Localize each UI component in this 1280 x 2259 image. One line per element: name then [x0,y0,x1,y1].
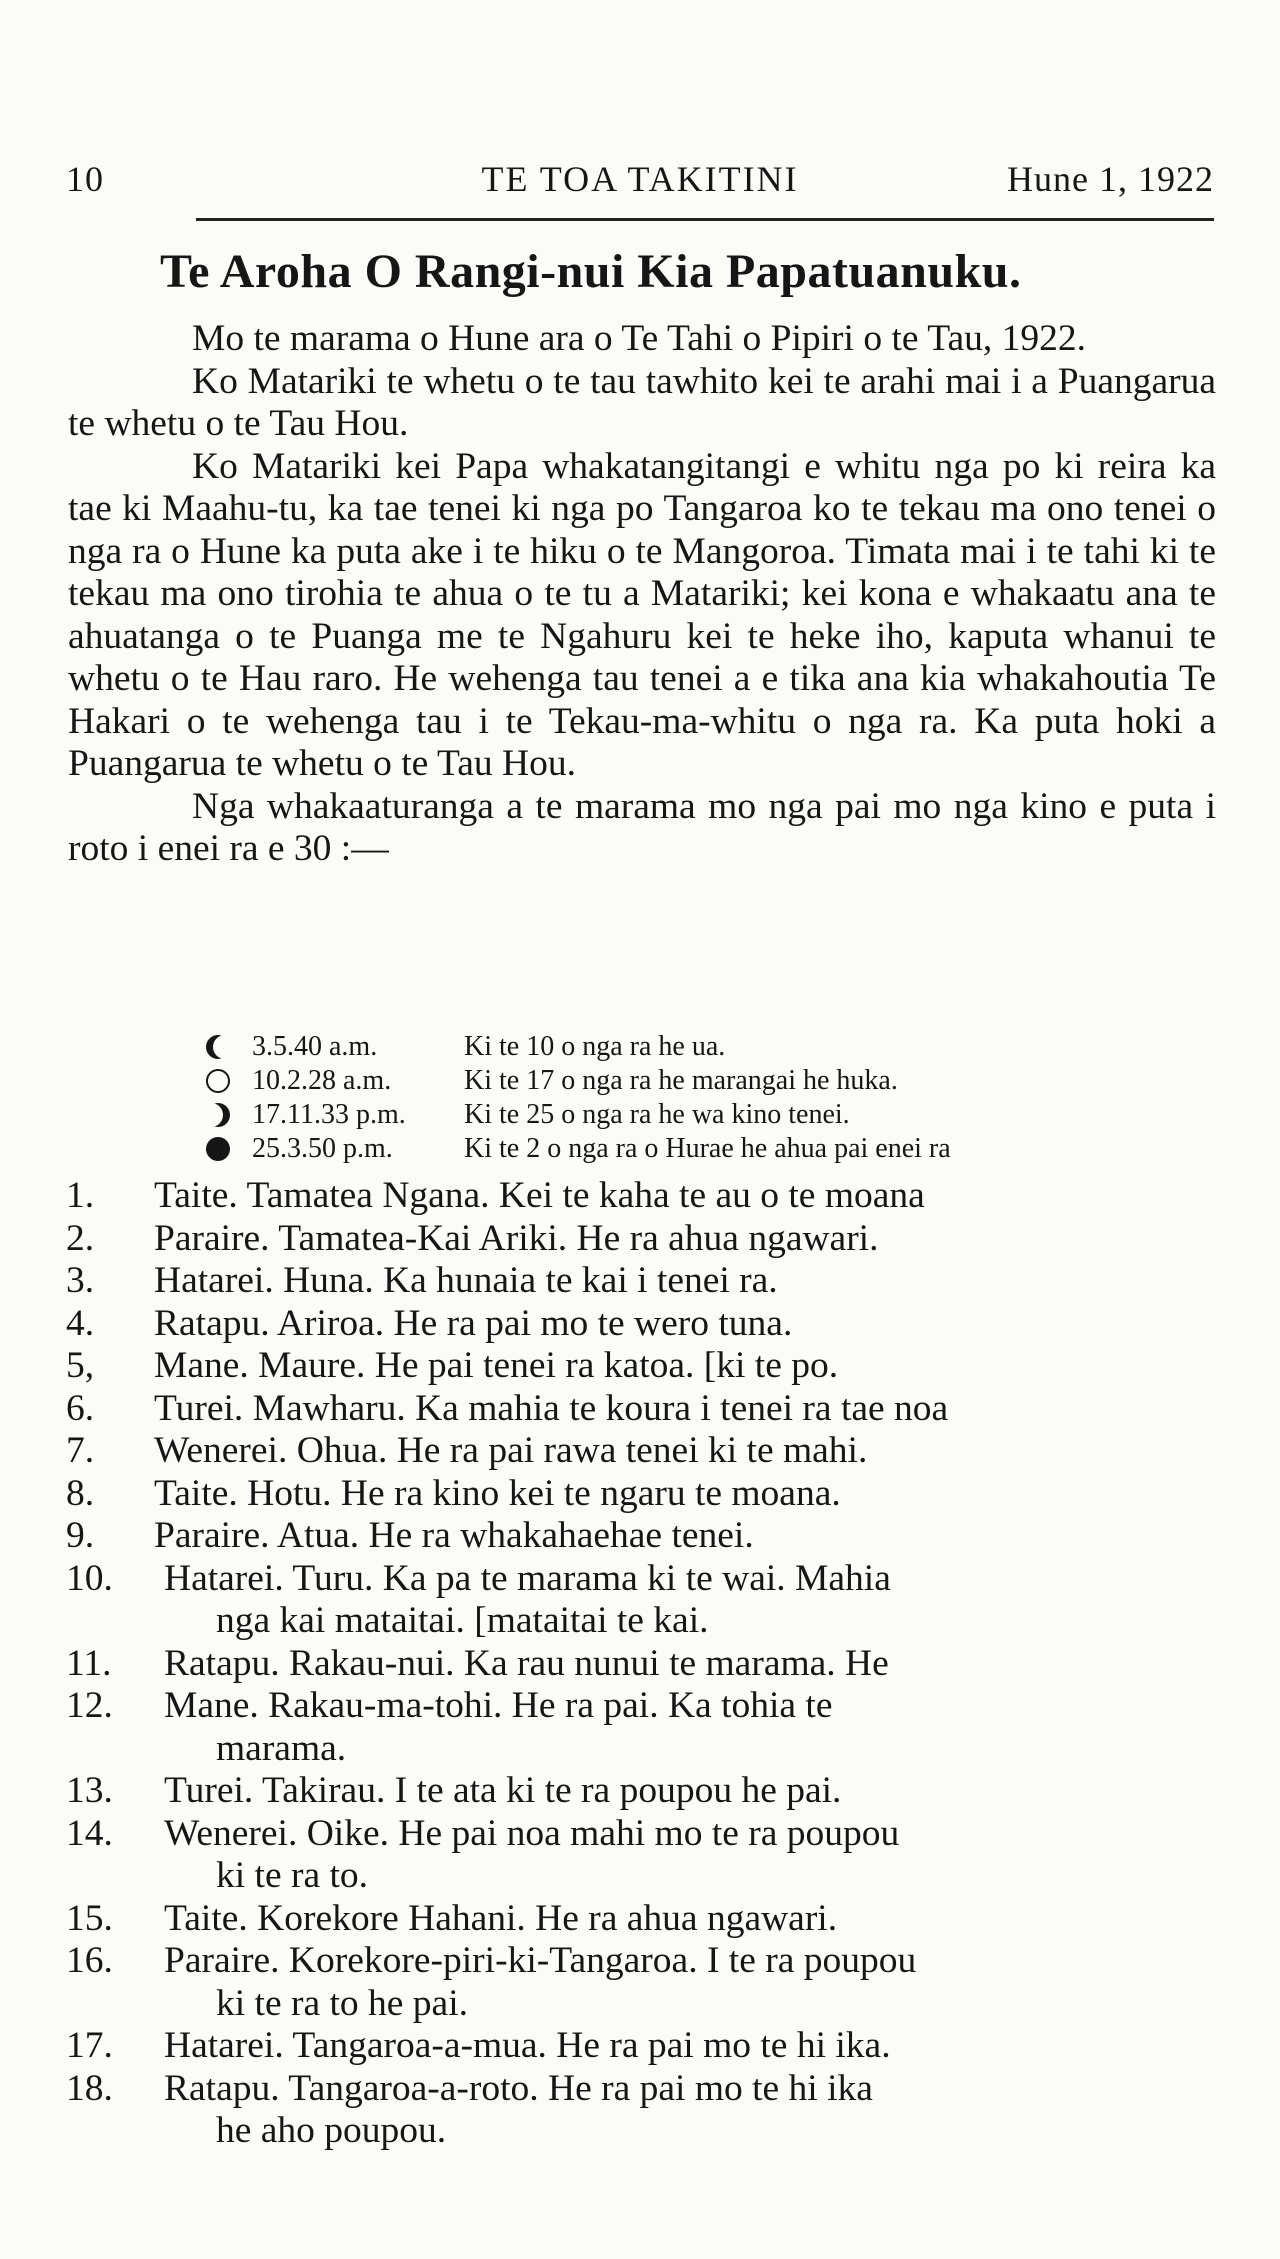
day-text: Mane. Maure. He pai tenei ra katoa. [ki te po. [154,1345,839,1386]
day-text: Hatarei. Turu. Ka pa te marama ki te wai. Mahia [164,1557,891,1599]
day-number: 9. [66,1515,95,1556]
list-item [66,1770,1226,1813]
list-item [66,1260,1226,1303]
day-text: Taite. Tamatea Ngana. Kei te kaha te au o te moana [154,1175,925,1216]
list-item [66,1430,1226,1473]
list-item [66,2025,1226,2068]
day-number: 11. [66,1642,112,1684]
day-number: 5, [66,1345,95,1386]
day-number: 17. [66,2025,113,2066]
day-text: Paraire. Korekore-piri-ki-Tangaroa. I te ra poupou [164,1940,917,1981]
paragraph: Ko Matariki kei Papa whakatangitangi e whitu nga po ki reira ka tae ki Maahu-tu, ka tae tenei ki nga po Tangaroa ko te tekau ma ono tenei o nga ra o Hune ka puta ake i te hiku o te Mangoroa. Timata mai i te tahi ki te tekau ma ono tirohia te ahua o te tu a Matariki; kei kona e whakaatu ana te ahuatanga o te Puanga me te Ngahuru kei te heke iho, kaputa whanui te whetu o te Hau raro. He wehenga tau tenei a e tika ana kia whakahoutia Te Hakari o te wehenga tau i te Tekau-ma-whitu o nga ra. Ka puta hoki a Puangarua te whetu o te Tau Hou. [68,445,1216,784]
phase-text: Ki te 17 o nga ra he marangai he huka. [464,1065,898,1096]
day-list [66,1175,1226,2153]
day-number: 16. [66,1940,113,1981]
list-item [66,1558,1226,1643]
day-text-continued: nga kai mataitai. [mataitai te kai. [216,1600,709,1641]
day-text: Wenerei. Ohua. He ra pai rawa tenei ki te mahi. [154,1430,868,1471]
list-item [66,1515,1226,1558]
day-text: Turei. Mawharu. Ka mahia te koura i tenei ra tae noa [154,1387,949,1429]
day-number: 15. [66,1897,113,1939]
day-text: Paraire. Atua. He ra whakahaehae tenei. [154,1515,754,1556]
day-number: 7. [66,1430,95,1471]
list-item [66,1218,1226,1261]
day-text: Ratapu. Ariroa. He ra pai mo te wero tuna. [154,1302,793,1344]
day-text-continued: ki te ra to he pai. [216,1982,468,2024]
moon-phase-list [200,1030,1230,1166]
list-item [66,1473,1226,1516]
new-moon-icon [206,1137,230,1161]
list-item [66,1303,1226,1346]
list-item [66,1813,1226,1898]
day-text-continued: ki te ra to. [216,1855,369,1896]
list-item [66,1685,1226,1770]
phase-time: 10.2.28 a.m. [252,1065,392,1096]
publication-title: TE TOA TAKITINI [481,159,799,199]
moon-phase-row [200,1132,1230,1166]
list-item [66,1940,1226,2025]
day-text: Taite. Korekore Hahani. He ra ahua ngawari. [164,1897,838,1939]
day-number: 8. [66,1472,95,1514]
day-text: Taite. Hotu. He ra kino kei te ngaru te moana. [154,1472,841,1514]
phase-text: Ki te 25 o nga ra he wa kino tenei. [464,1099,850,1130]
day-number: 18. [66,2067,113,2109]
page-header [66,150,1214,200]
day-number: 6. [66,1387,95,1429]
day-number: 1. [66,1175,95,1216]
moon-phase-row [200,1098,1230,1132]
page-number: 10 [66,159,104,199]
issue-date: Hune 1, 1922 [1007,159,1214,199]
list-item [66,2068,1226,2153]
day-text: Wenerei. Oike. He pai noa mahi mo te ra poupou [164,1812,900,1854]
day-number: 4. [66,1302,95,1344]
day-number: 10. [66,1557,113,1599]
day-text-continued: he aho poupou. [216,2110,447,2151]
list-item [66,1643,1226,1686]
day-number: 12. [66,1685,113,1726]
full-moon-icon [206,1069,230,1093]
article-headline: Te Aroha O Rangi-nui Kia Papatuanuku. [160,245,1022,298]
phase-time: 3.5.40 a.m. [252,1031,378,1062]
day-number: 2. [66,1217,95,1259]
moon-phase-row [200,1064,1230,1098]
paragraph: Ko Matariki te whetu o te tau tawhito kei te arahi mai i a Puangarua te whetu o te Tau Hou. [68,360,1216,444]
day-text: Hatarei. Tangaroa-a-mua. He ra pai mo te hi ika. [164,2025,891,2066]
day-number: 14. [66,1812,113,1854]
day-text: Paraire. Tamatea-Kai Ariki. He ra ahua ngawari. [154,1217,879,1259]
day-text: Mane. Rakau-ma-tohi. He ra pai. Ka tohia te [164,1685,833,1726]
paragraph: Nga whakaaturanga a te marama mo nga pai mo nga kino e puta i roto i enei ra e 30 :— [68,785,1216,869]
day-text: Hatarei. Huna. Ka hunaia te kai i tenei ra. [154,1260,778,1301]
day-text: Turei. Takirau. I te ata ki te ra poupou he pai. [164,1770,842,1811]
list-item [66,1345,1226,1388]
first-quarter-moon-icon [206,1035,230,1059]
phase-text: Ki te 10 o nga ra he ua. [464,1031,726,1062]
header-rule [196,218,1214,221]
phase-time: 17.11.33 p.m. [252,1099,406,1130]
paragraph: Mo te marama o Hune ara o Te Tahi o Pipiri o te Tau, 1922. [192,318,1087,359]
phase-text: Ki te 2 o nga ra o Hurae he ahua pai enei ra [464,1133,951,1164]
day-text-continued: marama. [216,1727,347,1769]
phase-time: 25.3.50 p.m. [252,1133,393,1164]
last-quarter-moon-icon [206,1103,230,1127]
day-text: Ratapu. Rakau-nui. Ka rau nunui te marama. He [164,1642,889,1684]
list-item [66,1898,1226,1941]
day-number: 13. [66,1770,113,1811]
moon-phase-row [200,1030,1230,1064]
article-body [68,318,1216,871]
list-item [66,1175,1226,1218]
day-text: Ratapu. Tangaroa-a-roto. He ra pai mo te hi ika [164,2067,873,2109]
list-item [66,1388,1226,1431]
day-number: 3. [66,1260,95,1301]
